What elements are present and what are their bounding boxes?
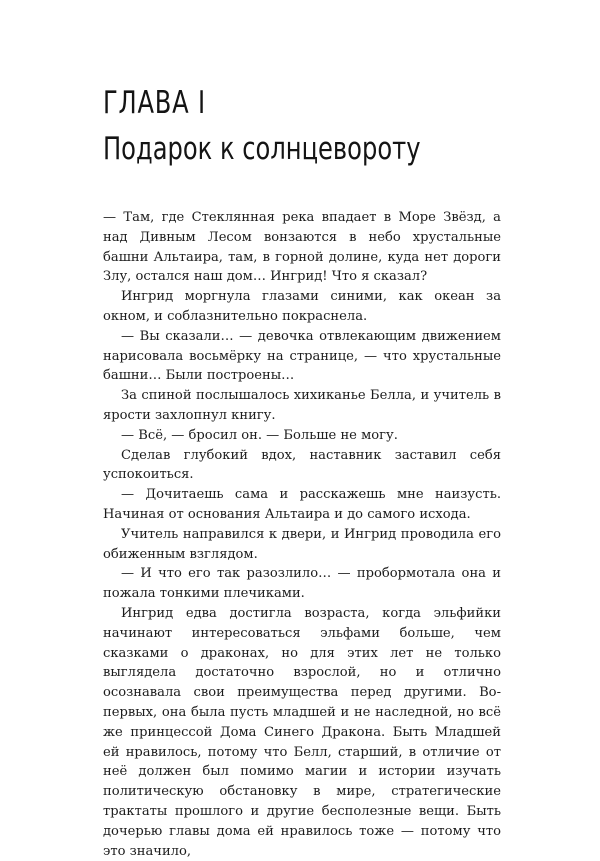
- chapter-number: ГЛАВА I: [103, 85, 206, 121]
- paragraph: — Дочитаешь сама и расскажешь мне наизусть. Начиная от основания Альтаира и до самого исхода.: [103, 487, 501, 522]
- chapter-body: [103, 208, 501, 861]
- paragraph: — Вы сказали… — девочка отвлекающим движением нарисовала восьмёрку на странице, — что хрустальные башни… Были построены…: [103, 328, 501, 384]
- paragraph: — Там, где Стеклянная река впадает в Море Звёзд, а над Дивным Лесом вонзаются в небо хрустальные башни Альтаира, там, в горной долине, куда нет дороги Злу, остался наш дом… Ингрид! Что я сказал?: [103, 210, 501, 285]
- paragraph: За спиной послышалось хихиканье Белла, и учитель в ярости захлопнул книгу.: [103, 388, 501, 423]
- paragraph: Ингрид едва достигла возраста, когда эльфийки начинают интересоваться эльфами больше, чем сказками о драконах, но для этих лет не только выглядела достаточно взрослой, но и отлично осознавала свои преимущества перед другими. Во-первых, она была пусть младшей и не наследной, но всё же принцессой Дома Синего Дракона. Быть Младшей ей нравилось, потому что Белл, старший, в отличие от неё должен был помимо магии и истории изучать политическую обстановку в мире, стратегические трактаты прошлого и другие бесполезные вещи. Быть дочерью главы дома ей нравилось тоже — потому что это значило,: [103, 605, 501, 859]
- paragraph: Учитель направился к двери, и Ингрид проводила его обиженным взглядом.: [103, 526, 501, 562]
- paragraph: Сделав глубокий вдох, наставник заставил себя успокоиться.: [103, 447, 501, 483]
- chapter-heading: [103, 84, 523, 168]
- chapter-title: Подарок к солнцевороту: [103, 131, 421, 167]
- paragraph: — И что его так разозлило… — пробормотала она и пожала тонкими плечиками.: [103, 566, 501, 602]
- paragraph: Ингрид моргнула глазами синими, как океан за окном, и соблазнительно покраснела.: [103, 289, 501, 324]
- paragraph: — Всё, — бросил он. — Больше не могу.: [121, 427, 398, 443]
